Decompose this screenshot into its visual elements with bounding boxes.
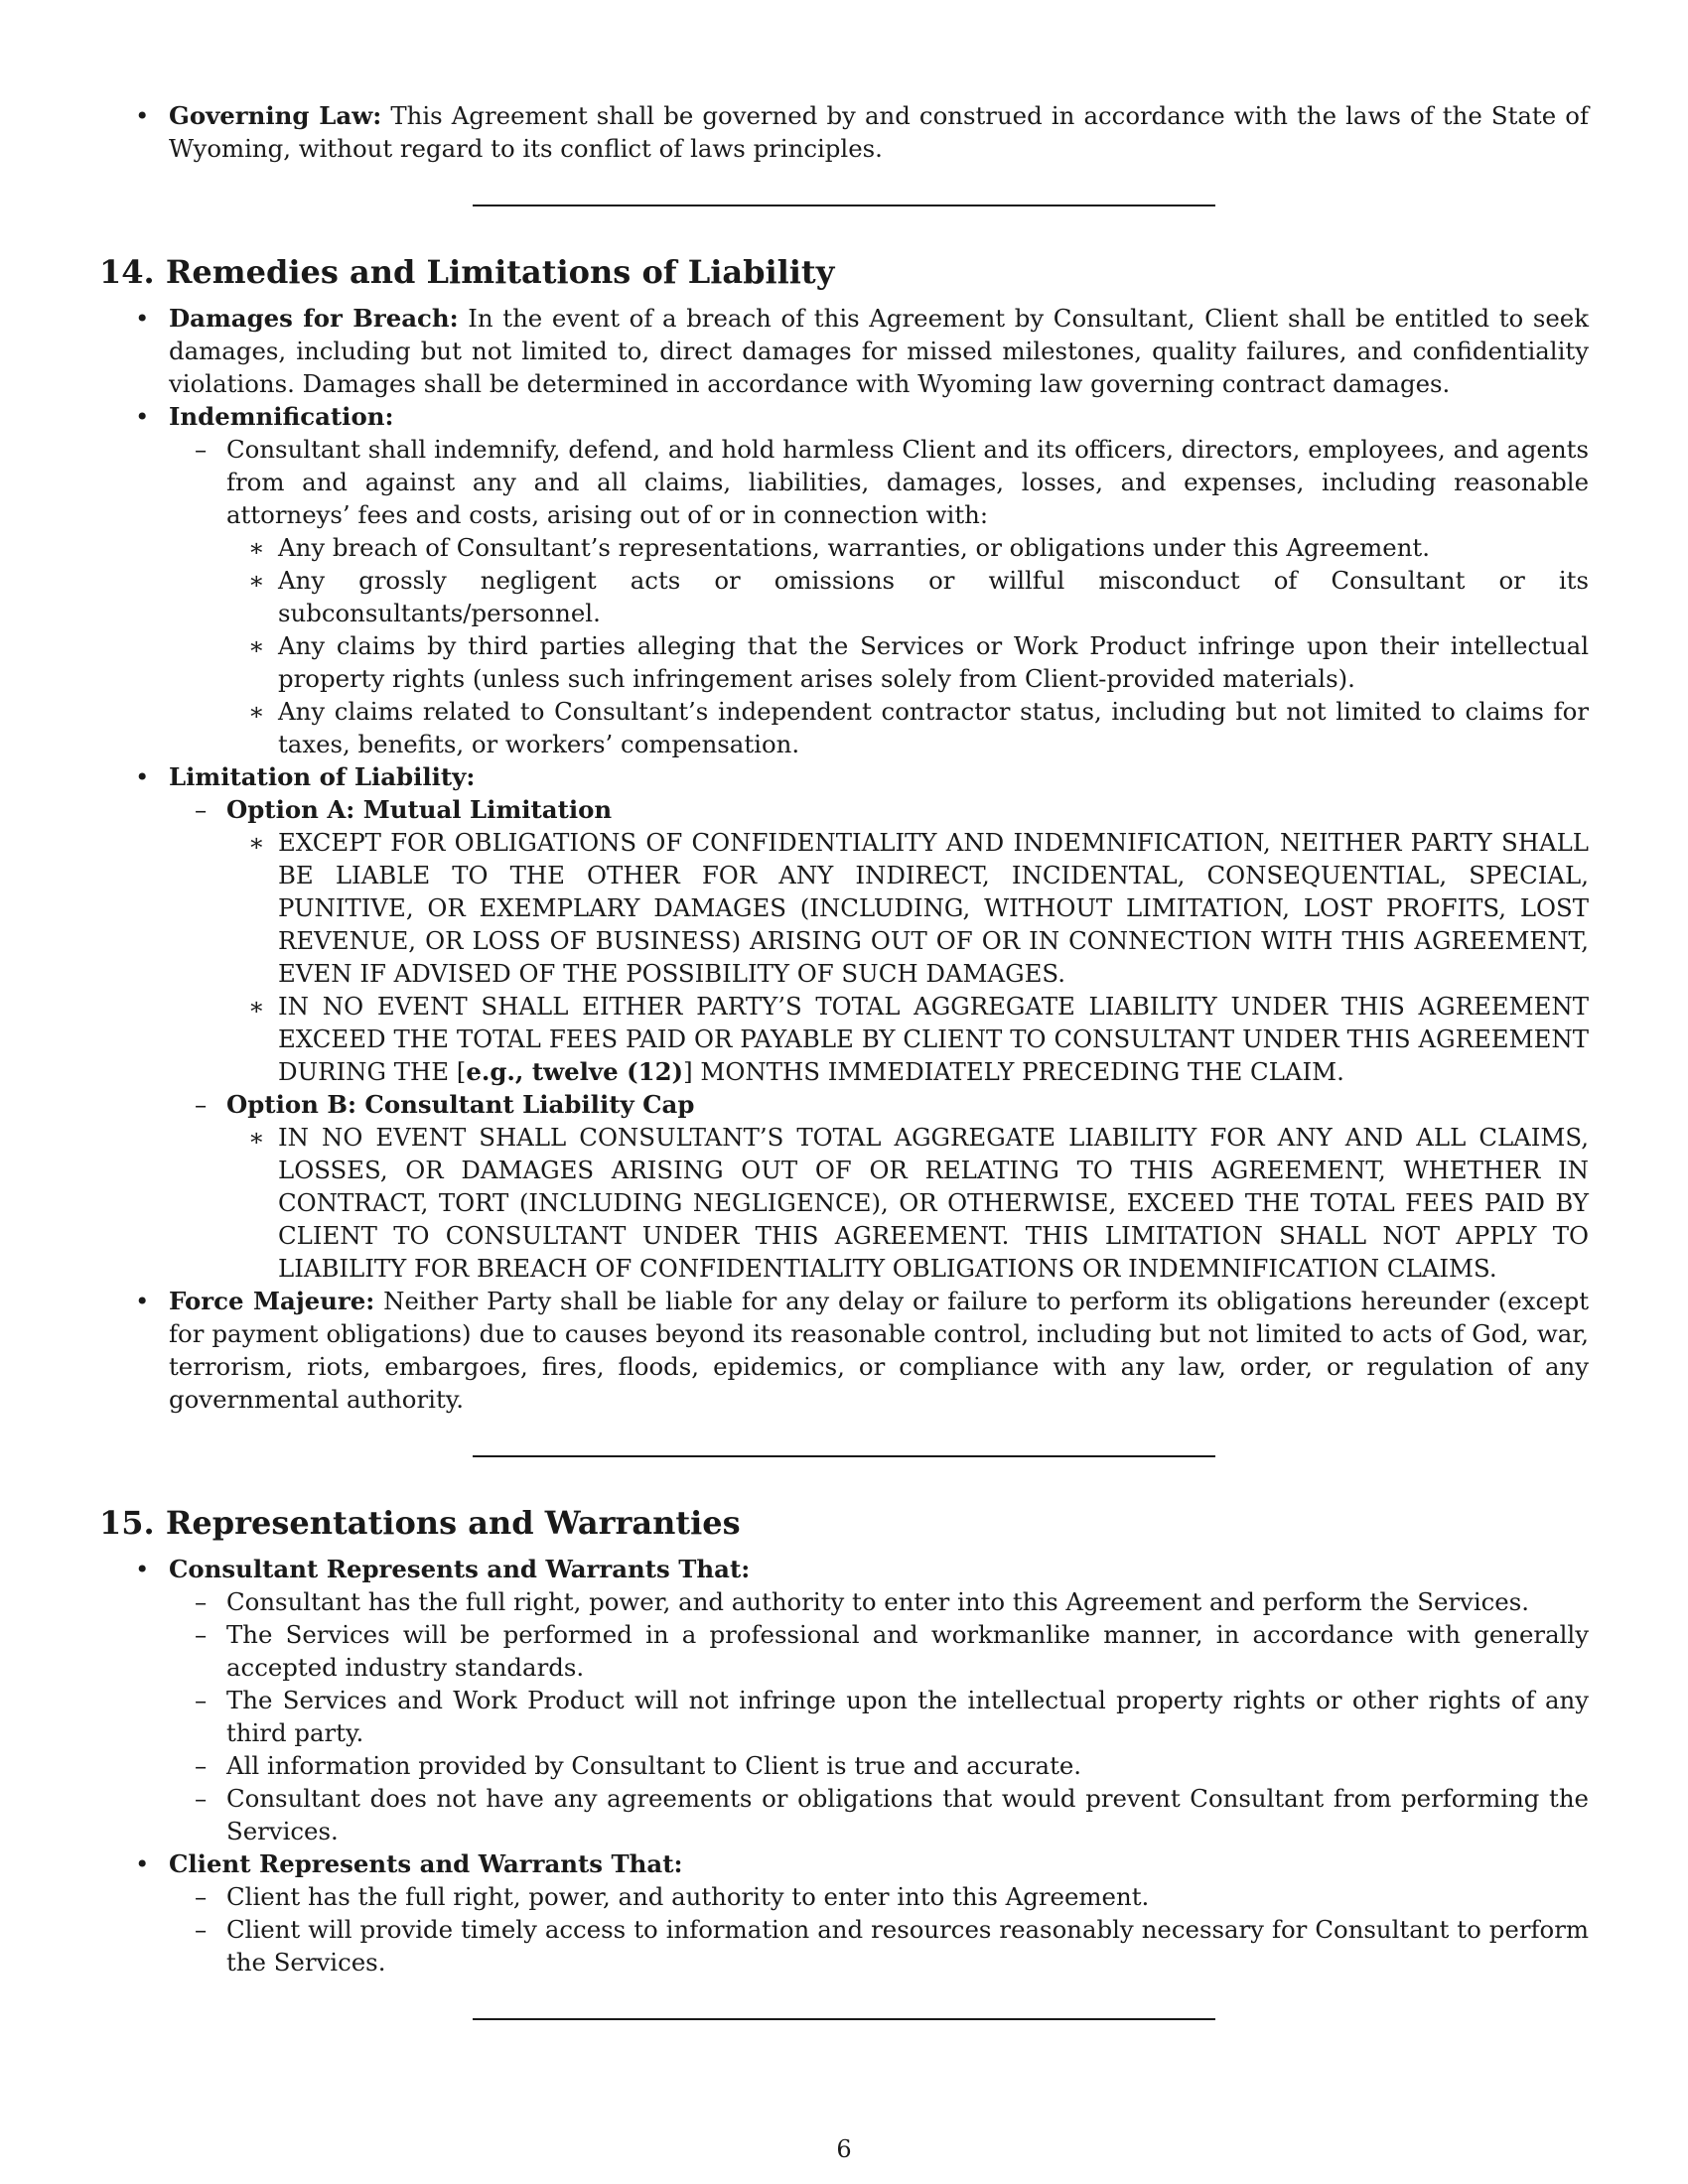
force-majeure-text: Neither Party shall be liable for any delay or failure to perform its obligations hereunder (except for payment obligations) due to causes beyond its reasonable control, including but not limited to acts of God, war, terrorism, riots, embargoes, fires, floods, epidemics, or compliance with any law, order, or regulation of any governmental authority.	[169, 1287, 1589, 1414]
force-majeure-label: Force Majeure:	[169, 1287, 375, 1315]
indemnification-subitem: ∗ Any claims related to Consultant’s independent contractor status, including but not limited to claims for taxes, benefits, or workers’ compensation.	[248, 697, 1589, 758]
damages-label: Damages for Breach:	[169, 304, 459, 333]
indemnification-label: Indemnification:	[169, 402, 394, 431]
governing-law-item	[99, 99, 1589, 165]
indemnification-intro	[99, 433, 1589, 531]
consultant-warranty: – The Services will be performed in a professional and workmanlike manner, in accordance with generally accepted industry standards.	[195, 1620, 1589, 1682]
bullet-icon: •	[135, 762, 150, 791]
consultant-warranty: – The Services and Work Product will not infringe upon the intellectual property rights or other rights of any third party.	[195, 1686, 1589, 1747]
bullet-icon: •	[135, 402, 150, 431]
option-a-subitem: ∗ EXCEPT FOR OBLIGATIONS OF CONFIDENTIALITY AND INDEMNIFICATION, NEITHER PARTY SHALL BE LIABLE TO THE OTHER FOR ANY INDIRECT, INCIDENTAL, CONSEQUENTIAL, SPECIAL, PUNITIVE, OR EXEMPLARY DAMAGES (INCLUDING, WITHOUT LIMITATION, LOST PROFITS, LOST REVENUE, OR LOSS OF BUSINESS) ARISING OUT OF OR IN CONNECTION WITH THIS AGREEMENT, EVEN IF ADVISED OF THE POSSIBILITY OF SUCH DAMAGES.	[248, 828, 1589, 988]
dash-icon: –	[195, 1686, 208, 1714]
section-divider	[473, 1455, 1215, 1457]
asterisk-icon: ∗	[248, 631, 265, 660]
dash-icon: –	[195, 795, 208, 824]
dash-icon: –	[195, 1620, 208, 1649]
option-b-subitem: ∗ IN NO EVENT SHALL CONSULTANT’S TOTAL AGGREGATE LIABILITY FOR ANY AND ALL CLAIMS, LOSSES, OR DAMAGES ARISING OUT OF OR RELATING TO THIS AGREEMENT, WHETHER IN CONTRACT, TORT (INCLUDING NEGLIGENCE), OR OTHERWISE, EXCEED THE TOTAL FEES PAID BY CLIENT TO CONSULTANT UNDER THIS AGREEMENT. THIS LIMITATION SHALL NOT APPLY TO LIABILITY FOR BREACH OF CONFIDENTIALITY OBLIGATIONS OR INDEMNIFICATION CLAIMS.	[248, 1123, 1589, 1283]
document-page	[99, 99, 1589, 2020]
force-majeure-item	[99, 1285, 1589, 1416]
section-14-title: 14. Remedies and Limitations of Liability	[99, 253, 835, 291]
dash-icon: –	[195, 1915, 208, 1944]
dash-icon: –	[195, 1882, 208, 1911]
damages-text: In the event of a breach of this Agreement by Consultant, Client shall be entitled to seek damages, including but not limited to, direct damages for missed milestones, quality failures, and confidentiality violations. Damages shall be determined in accordance with Wyoming law governing contract damages.	[169, 304, 1590, 398]
indemnification-subitem: ∗ Any grossly negligent acts or omissions or willful misconduct of Consultant or its subconsultants/personnel.	[248, 566, 1589, 627]
option-a-heading: – Option A: Mutual Limitation	[195, 795, 613, 824]
dash-icon: –	[195, 435, 208, 464]
dash-icon: –	[195, 1751, 208, 1780]
option-a-subitem: ∗ IN NO EVENT SHALL EITHER PARTY’S TOTAL AGGREGATE LIABILITY UNDER THIS AGREEMENT EXCEED THE TOTAL FEES PAID OR PAYABLE BY CLIENT TO CONSULTANT UNDER THIS AGREEMENT DURING THE [e.g., twelve (12)] MONTHS IMMEDIATELY PRECEDING THE CLAIM.	[248, 992, 1589, 1086]
dash-icon: –	[195, 1090, 208, 1119]
bullet-icon: •	[135, 1555, 150, 1583]
client-warranty: – Client has the full right, power, and authority to enter into this Agreement.	[195, 1882, 1150, 1911]
dash-icon: –	[195, 1587, 208, 1616]
bullet-icon: •	[135, 1849, 150, 1878]
bullet-icon: •	[135, 304, 150, 333]
asterisk-icon: ∗	[248, 992, 265, 1021]
asterisk-icon: ∗	[248, 828, 265, 857]
option-b-heading: – Option B: Consultant Liability Cap	[195, 1090, 695, 1119]
limitation-item	[99, 760, 1589, 793]
damages-item	[99, 302, 1589, 400]
consultant-warranty: – All information provided by Consultant to Client is true and accurate.	[195, 1751, 1082, 1780]
section-15-title: 15. Representations and Warranties	[99, 1504, 741, 1542]
section-divider	[473, 205, 1215, 206]
indemnification-subitem: ∗ Any breach of Consultant’s representations, warranties, or obligations under this Agreement.	[248, 533, 1430, 562]
indemnification-item	[99, 400, 1589, 433]
page-number: 6	[836, 2135, 852, 2163]
client-warranties-item: • Client Represents and Warrants That:	[135, 1849, 683, 1878]
consultant-warranty: – Consultant does not have any agreements or obligations that would prevent Consultant from performing the Services.	[195, 1784, 1589, 1845]
section-divider	[473, 2018, 1215, 2020]
consultant-warranties-item: • Consultant Represents and Warrants That:	[135, 1555, 751, 1583]
governing-law-text: This Agreement shall be governed by and construed in accordance with the laws of the State of Wyoming, without regard to its conflict of laws principles.	[169, 101, 1589, 163]
bullet-icon: •	[135, 1287, 150, 1315]
consultant-warranty: – Consultant has the full right, power, and authority to enter into this Agreement and perform the Services.	[195, 1587, 1529, 1616]
indemnification-intro-text: Consultant shall indemnify, defend, and hold harmless Client and its officers, directors, employees, and agents from and against any and all claims, liabilities, damages, losses, and expenses, including reasonable attorneys’ fees and costs, arising out of or in connection with:	[226, 435, 1589, 529]
bullet-icon: •	[135, 101, 150, 130]
asterisk-icon: ∗	[248, 533, 265, 562]
placeholder-example: e.g., twelve (12)	[466, 1057, 684, 1086]
client-warranty: – Client will provide timely access to information and resources reasonably necessary for Consultant to perform the Services.	[195, 1915, 1589, 1977]
asterisk-icon: ∗	[248, 697, 265, 726]
governing-law-label: Governing Law:	[169, 101, 382, 130]
asterisk-icon: ∗	[248, 1123, 265, 1152]
indemnification-subitem: ∗ Any claims by third parties alleging that the Services or Work Product infringe upon their intellectual property rights (unless such infringement arises solely from Client-provided materials).	[248, 631, 1589, 693]
dash-icon: –	[195, 1784, 208, 1813]
limitation-label: Limitation of Liability:	[169, 762, 476, 791]
asterisk-icon: ∗	[248, 566, 265, 595]
